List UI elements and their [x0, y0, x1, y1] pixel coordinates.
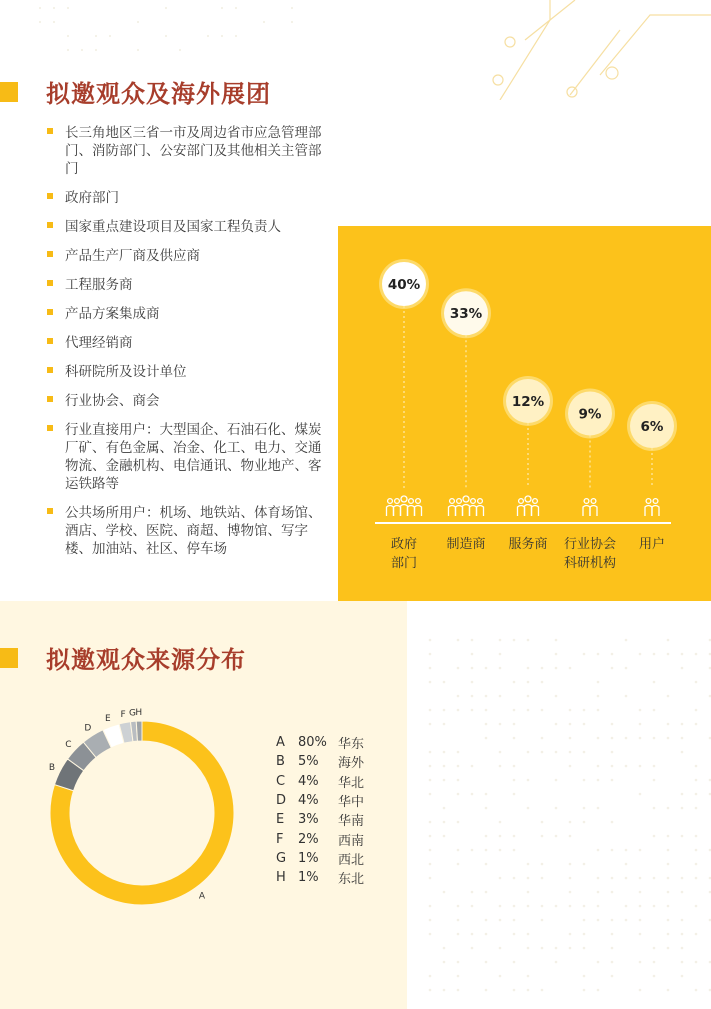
category-label: 政府: [390, 537, 418, 552]
audience-list-text: 工程服务商: [65, 277, 133, 293]
section-title-distribution: [0, 640, 246, 675]
legend-row: [276, 772, 364, 791]
title-accent-bar: [0, 648, 18, 668]
audience-list-text: 行业直接用户：大型国企、石油石化、煤炭厂矿、有色金属、冶金、化工、电力、交通物流、金融机构、电信通讯、物业地产、客运铁路等: [65, 422, 322, 492]
audience-list-item: [45, 189, 325, 207]
category-label: 用户: [638, 537, 666, 552]
legend-pct: 4%: [298, 793, 319, 809]
legend-key: F: [276, 831, 284, 847]
audience-list-text: 科研院所及设计单位: [65, 364, 187, 380]
page-title: 拟邀观众及海外展团: [46, 80, 271, 108]
legend-region: 华东: [338, 737, 365, 753]
donut-slice-h: [136, 721, 142, 741]
bullet-square-icon: [47, 309, 53, 315]
bullet-square-icon: [47, 222, 53, 228]
legend-key: D: [276, 793, 287, 809]
category-label: 行业协会: [563, 537, 617, 552]
legend-pct: 1%: [298, 850, 319, 866]
donut-slice-label: D: [84, 723, 92, 734]
legend-region: 西南: [338, 833, 365, 849]
audience-list-item: [45, 276, 325, 294]
legend-row: [276, 829, 364, 848]
bubble-value-label: 40%: [387, 277, 421, 293]
bullet-square-icon: [47, 280, 53, 286]
legend-key: A: [276, 735, 285, 751]
legend-region: 东北: [338, 872, 365, 888]
bubble-value-label: 33%: [449, 306, 483, 323]
audience-list-item: [45, 334, 325, 352]
donut-slice-label: H: [135, 708, 143, 719]
audience-share-chart: [338, 226, 711, 601]
people-trio-icon: [518, 496, 539, 516]
source-distribution-donut: [40, 700, 260, 910]
legend-region: 华南: [338, 814, 365, 830]
bullet-square-icon: [47, 193, 53, 199]
bubble-value-label: 12%: [511, 393, 545, 410]
donut-slice-label: F: [120, 709, 126, 720]
audience-list-item: [45, 247, 325, 265]
section-title-audience: [0, 74, 271, 109]
legend-row: [276, 733, 364, 752]
audience-list-item: [45, 421, 325, 493]
bullet-square-icon: [47, 251, 53, 257]
people-group-icon: [387, 496, 422, 516]
legend-pct: 5%: [298, 754, 319, 770]
legend-row: [276, 752, 364, 771]
people-group-icon: [449, 496, 484, 516]
category-label: 制造商: [446, 537, 486, 552]
donut-legend: [276, 733, 364, 887]
bullet-square-icon: [47, 396, 53, 402]
audience-list-item: [45, 218, 325, 236]
bullet-square-icon: [47, 128, 53, 134]
legend-region: 华北: [338, 775, 365, 791]
donut-slice-label: A: [198, 891, 206, 902]
bullet-square-icon: [47, 425, 53, 431]
section-title: 拟邀观众来源分布: [46, 646, 246, 674]
bubble-value-label: 6%: [640, 419, 664, 435]
bullet-square-icon: [47, 367, 53, 373]
legend-key: H: [276, 870, 286, 886]
legend-region: 西北: [338, 852, 365, 868]
legend-region: 海外: [338, 756, 365, 772]
legend-key: G: [276, 850, 287, 866]
people-pair-icon: [645, 499, 659, 516]
legend-row: [276, 810, 364, 829]
audience-list-item: [45, 124, 325, 178]
legend-pct: 1%: [298, 870, 319, 886]
audience-list-text: 产品方案集成商: [65, 306, 160, 322]
category-label: 服务商: [508, 537, 548, 552]
donut-slice-label: B: [48, 763, 56, 774]
legend-key: E: [276, 812, 285, 828]
bubble-value-label: 9%: [578, 406, 602, 423]
audience-list-item: [45, 305, 325, 323]
title-accent-bar: [0, 82, 18, 102]
donut-slice-label: E: [104, 713, 111, 724]
audience-list: [45, 124, 325, 569]
legend-row: [276, 868, 364, 887]
audience-list-text: 国家重点建设项目及国家工程负责人: [65, 219, 281, 235]
donut-slice-label: G: [129, 708, 136, 719]
audience-list-item: [45, 504, 325, 558]
audience-list-item: [45, 392, 325, 410]
legend-pct: 3%: [298, 812, 319, 828]
legend-pct: 4%: [298, 773, 319, 789]
audience-list-text: 长三角地区三省一市及周边省市应急管理部门、消防部门、公安部门及其他相关主管部门: [65, 125, 322, 177]
legend-key: C: [276, 773, 286, 789]
legend-region: 华中: [338, 795, 365, 811]
legend-row: [276, 849, 364, 868]
audience-list-item: [45, 363, 325, 381]
audience-list-text: 公共场所用户：机场、地铁站、体育场馆、酒店、学校、医院、商超、博物馆、写字楼、加油站、社区、停车场: [65, 505, 322, 557]
legend-pct: 2%: [298, 831, 319, 847]
legend-key: B: [276, 754, 285, 770]
bullet-square-icon: [47, 508, 53, 514]
audience-list-text: 代理经销商: [65, 335, 133, 351]
legend-pct: 80%: [298, 735, 327, 751]
audience-list-text: 政府部门: [65, 190, 119, 206]
donut-slice-label: C: [65, 739, 72, 750]
circuit-decoration-top: [480, 0, 711, 100]
audience-list-text: 产品生产厂商及供应商: [65, 248, 200, 264]
audience-list-text: 行业协会、商会: [65, 393, 160, 409]
category-label: 科研机构: [563, 556, 617, 571]
category-label: 部门: [390, 556, 418, 571]
people-pair-icon: [583, 499, 597, 516]
bullet-square-icon: [47, 338, 53, 344]
legend-row: [276, 791, 364, 810]
